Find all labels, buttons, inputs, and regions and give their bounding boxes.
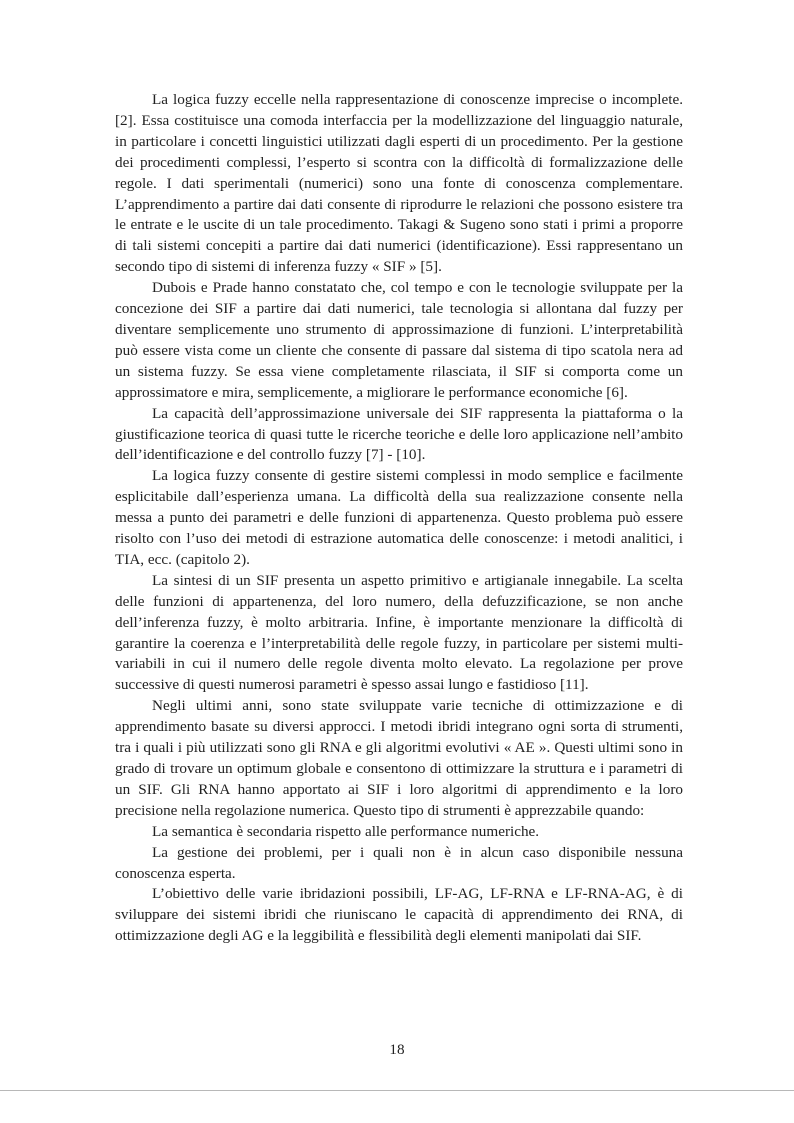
paragraph-approssimazione-universale: La capacità dell’approssimazione universale dei SIF rappresenta la piattaforma o la giustificazione teorica di quasi tutte le ricerche teoriche e delle loro applicazione nell’ambito dell’identificazione e del controllo fuzzy [7] - [10].: [115, 404, 683, 464]
page-number: 18: [389, 1041, 405, 1058]
page-bottom-divider: [0, 1090, 794, 1091]
paragraph-dubois-prade: Dubois e Prade hanno constatato che, col tempo e con le tecnologie sviluppate per la concezione dei SIF a partire dai dati numerici, tale tecnologia si allontana dal fuzzy per diventare semplicemente uno strumento di approssimazione di funzioni. L’interpretabilità può essere vista come un cliente che consente di passare dal sistema di tipo scatola nera ad un sistema fuzzy. Se essa viene completamente rilasciata, il SIF si comporta come un approssimatore e mira, semplicemente, a migliorare le performance economiche [6].: [115, 279, 683, 401]
paragraph-logica-fuzzy: La logica fuzzy eccelle nella rappresentazione di conoscenze imprecise o incomplete. [2]. Essa costituisce una comoda interfaccia per la modellizzazione del linguaggio naturale, in particolare i concetti linguistici utilizzati dagli esperti di un procedimento. Per la gestione dei procedimenti complessi, l’esperto si scontra con la difficoltà di formalizzazione delle regole. I dati sperimentali (numerici) sono una fonte di conoscenza complementare. L’apprendimento a partire dai dati consente di riprodurre le relazioni che possono esistere tra le entrate e le uscite di un tale procedimento. Takagi & Sugeno sono stati i primi a proporre di tali sistemi concepiti a partire dai dati numerici (identificazione). Essi rappresentano un secondo tipo di sistemi di inferenza fuzzy « SIF » [5].: [115, 91, 683, 276]
page-body: [115, 90, 683, 947]
paragraph-obiettivo-ibridazioni: L’obiettivo delle varie ibridazioni possibili, LF-AG, LF-RNA e LF-RNA-AG, è di sviluppare dei sistemi ibridi che riuniscano le capacità di apprendimento dei RNA, di ottimizzazione degli AG e la leggibilità e flessibilità degli elementi manipolati dai SIF.: [115, 885, 683, 945]
paragraph-gestione-problemi: La gestione dei problemi, per i quali non è in alcun caso disponibile nessuna conoscenza esperta.: [115, 843, 683, 882]
paragraph-sistemi-complessi: La logica fuzzy consente di gestire sistemi complessi in modo semplice e facilmente esplicitabile dall’esperienza umana. La difficoltà della sua realizzazione consente nella messa a punto dei parametri e delle funzioni di appartenenza. Questo problema può essere risolto con l’uso dei metodi di estrazione automatica delle conoscenze: i metodi analitici, i TIA, ecc. (capitolo 2).: [115, 467, 683, 568]
paragraph-ottimizzazione: Negli ultimi anni, sono state sviluppate varie tecniche di ottimizzazione e di apprendimento basate su diversi approcci. I metodi ibridi integrano ogni sorta di strumenti, tra i quali i più utilizzati sono gli RNA e gli algoritmi evolutivi « AE ». Questi ultimi sono in grado di trovare un optimum globale e consentono di ottimizzare la struttura e i parametri di un SIF. Gli RNA hanno apportato ai SIF i loro algoritmi di apprendimento e la loro precisione nella regolazione numerica. Questo tipo di strumenti è apprezzabile quando:: [115, 697, 683, 819]
paragraph-sintesi-sif: La sintesi di un SIF presenta un aspetto primitivo e artigianale innegabile. La scelta delle funzioni di appartenenza, del loro numero, della defuzzificazione, se non anche dell’inferenza fuzzy, è molto arbitraria. Infine, è importante menzionare la difficoltà di garantire la coerenza e l’interpretabilità delle regole fuzzy, in particolare per sistemi multi- variabili in cui il numero delle regole diventa molto elevato. La regolazione per prove successive di questi numerosi parametri è spesso assai lungo e fastidioso [11].: [115, 571, 683, 694]
paragraph-semantica: La semantica è secondaria rispetto alle performance numeriche.: [152, 822, 540, 840]
